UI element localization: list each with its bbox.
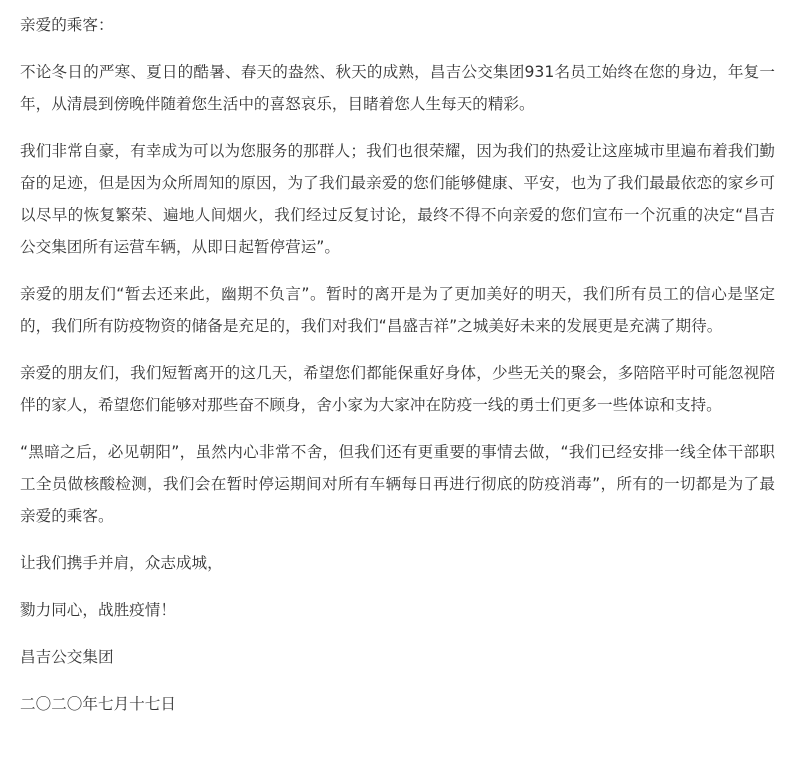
- closing-line-1: 让我们携手并肩，众志成城，: [20, 554, 223, 572]
- paragraph-intro: 不论冬日的严寒、夏日的酷暑、春天的盎然、秋天的成熟，昌吉公交集团931名员工始终在您的身边，年复一年，从清晨到傍晚伴随着您生活中的喜怒哀乐，目睹着您人生每天的精彩。: [20, 63, 775, 113]
- salutation: 亲爱的乘客：: [20, 16, 114, 34]
- date: 二〇二〇年七月十七日: [20, 695, 176, 713]
- closing-line-2: 勠力同心，战胜疫情！: [20, 601, 176, 619]
- paragraph-wishes: 亲爱的朋友们，我们短暂离开的这几天，希望您们都能保重好身体，少些无关的聚会，多陪陪平时可能忽视陪伴的家人，希望您们能够对那些奋不顾身，舍小家为大家冲在防疫一线的勇士们更多一些体谅和支持。: [20, 364, 775, 414]
- paragraph-farewell: 亲爱的朋友们“暂去还来此，幽期不负言”。暂时的离开是为了更加美好的明天，我们所有员工的信心是坚定的，我们所有防疫物资的储备是充足的，我们对我们“昌盛吉祥”之城美好未来的发展更是充满了期待。: [20, 285, 775, 335]
- paragraph-announcement: 我们非常自豪，有幸成为可以为您服务的那群人；我们也很荣耀，因为我们的热爱让这座城市里遍布着我们勤奋的足迹，但是因为众所周知的原因，为了我们最亲爱的您们能够健康、平安，也为了我们最最依恋的家乡可以尽早的恢复繁荣、遍地人间烟火，我们经过反复讨论，最终不得不向亲爱的您们宣布一个沉重的决定“昌吉公交集团所有运营车辆，从即日起暂停营运”。: [20, 142, 775, 256]
- paragraph-measures: “黑暗之后，必见朝阳”，虽然内心非常不舍，但我们还有更重要的事情去做，“我们已经安排一线全体干部职工全员做核酸检测，我们会在暂时停运期间对所有车辆每日再进行彻底的防疫消毒”，所有的一切都是为了最亲爱的乘客。: [20, 443, 775, 525]
- signature: 昌吉公交集团: [20, 648, 114, 666]
- letter-document: [20, 9, 775, 735]
